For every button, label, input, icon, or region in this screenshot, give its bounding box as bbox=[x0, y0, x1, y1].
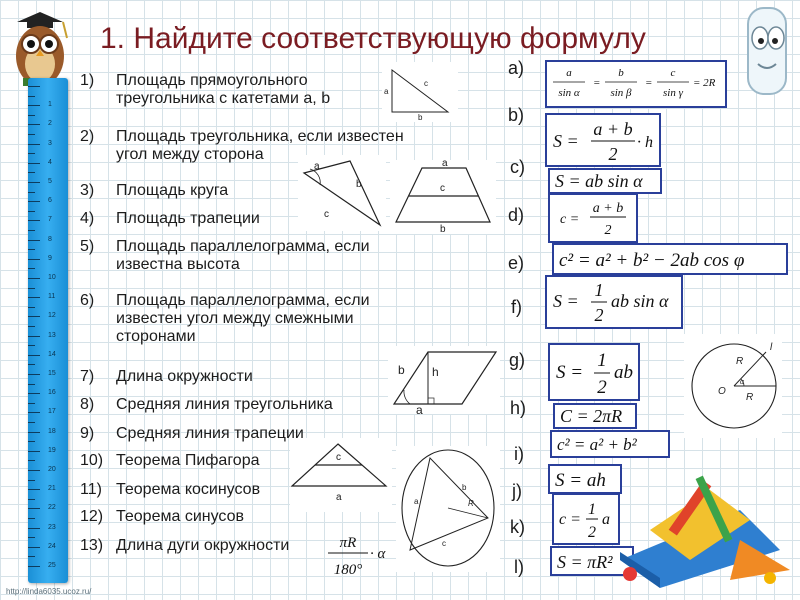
ruler-tick bbox=[28, 566, 40, 567]
task-number: 9) bbox=[80, 425, 95, 442]
svg-text:πR: πR bbox=[339, 535, 357, 551]
svg-text:2: 2 bbox=[604, 223, 612, 238]
task-item bbox=[80, 396, 333, 414]
ruler-tick bbox=[28, 153, 35, 154]
option-label: f) bbox=[511, 297, 522, 317]
task-number: 1) bbox=[80, 72, 95, 89]
task-item bbox=[80, 452, 260, 470]
task-item bbox=[80, 368, 253, 386]
svg-text:S =: S = bbox=[553, 131, 579, 151]
ruler-number: 25 bbox=[48, 562, 56, 569]
option-label: g) bbox=[509, 350, 526, 370]
ruler-number: 14 bbox=[48, 350, 56, 358]
ruler-number: 17 bbox=[48, 408, 56, 416]
svg-text:sin γ: sin γ bbox=[663, 87, 683, 99]
ruler-tick bbox=[28, 537, 35, 538]
svg-text:= 2R: = 2R bbox=[693, 77, 716, 89]
ruler-tick bbox=[28, 403, 35, 404]
task-number: 10) bbox=[80, 452, 104, 469]
ruler-tick bbox=[28, 412, 40, 413]
midline-triangle-figure bbox=[290, 438, 392, 512]
svg-text:ab: ab bbox=[614, 362, 633, 383]
svg-text:a: a bbox=[442, 160, 448, 169]
svg-text:c =: c = bbox=[560, 212, 580, 227]
ruler-number: 4 bbox=[48, 158, 52, 166]
svg-text:S =: S = bbox=[553, 291, 579, 311]
svg-text:c: c bbox=[442, 539, 446, 548]
task-text: Теорема Пифагора bbox=[116, 452, 260, 469]
svg-text:c: c bbox=[440, 183, 445, 194]
formula-d[interactable] bbox=[548, 193, 638, 243]
ruler-tick bbox=[28, 249, 35, 250]
task-number: 4) bbox=[80, 210, 95, 227]
ruler-number: 1 bbox=[48, 101, 52, 109]
svg-text:1: 1 bbox=[594, 280, 604, 300]
ruler-tick bbox=[28, 268, 35, 269]
ruler-tick bbox=[28, 374, 40, 375]
ruler-tick bbox=[28, 297, 40, 298]
svg-text:l: l bbox=[770, 342, 773, 353]
svg-text:R: R bbox=[736, 356, 744, 367]
ruler-number: 19 bbox=[48, 446, 56, 454]
ruler-tick bbox=[28, 441, 35, 442]
task-number: 13) bbox=[80, 537, 104, 554]
ruler-tick bbox=[28, 508, 40, 509]
svg-text:S = πR²: S = πR² bbox=[557, 552, 613, 572]
ruler-number: 11 bbox=[48, 293, 56, 301]
svg-text:O: O bbox=[718, 386, 726, 397]
svg-text:sin β: sin β bbox=[610, 87, 632, 99]
ruler-tick bbox=[28, 220, 40, 221]
option-label: d) bbox=[508, 205, 525, 225]
ruler-number: 8 bbox=[48, 235, 52, 243]
svg-text:sin α: sin α bbox=[558, 87, 580, 99]
ruler-tick bbox=[28, 134, 35, 135]
task-item bbox=[80, 537, 289, 555]
ruler-tick bbox=[28, 105, 40, 106]
svg-text:h: h bbox=[432, 365, 439, 379]
ruler-tick bbox=[28, 278, 40, 279]
ruler-tick bbox=[28, 336, 40, 337]
svg-text:a: a bbox=[414, 497, 419, 506]
svg-text:c: c bbox=[670, 67, 676, 79]
ruler bbox=[28, 78, 68, 583]
ruler-tick bbox=[28, 192, 35, 193]
task-text: угол между сторона bbox=[116, 146, 264, 163]
inscribed-triangle-figure bbox=[396, 446, 500, 572]
ruler-tick bbox=[28, 124, 40, 125]
svg-text:C = 2πR: C = 2πR bbox=[560, 406, 623, 426]
ruler-tick bbox=[28, 547, 40, 548]
ruler-number: 3 bbox=[48, 139, 52, 147]
ruler-tick bbox=[28, 499, 35, 500]
svg-text:a: a bbox=[384, 87, 389, 96]
svg-text:R: R bbox=[746, 392, 754, 403]
formula-f[interactable] bbox=[545, 275, 683, 329]
svg-text:b: b bbox=[440, 224, 446, 234]
task-text: Площадь круга bbox=[116, 182, 229, 199]
ruler-number: 6 bbox=[48, 197, 52, 205]
svg-text:a: a bbox=[336, 492, 342, 503]
option-label: j) bbox=[512, 481, 522, 501]
svg-text:c =: c = bbox=[559, 511, 581, 528]
ruler-tick bbox=[28, 259, 40, 260]
svg-text:b: b bbox=[398, 363, 405, 377]
task-text: известна высота bbox=[116, 256, 240, 273]
svg-text:a: a bbox=[602, 511, 610, 528]
svg-text:b: b bbox=[356, 179, 362, 190]
ruler-tick bbox=[28, 422, 35, 423]
ruler-tick bbox=[28, 518, 35, 519]
formula-h[interactable] bbox=[553, 403, 637, 429]
task-item bbox=[80, 292, 370, 346]
ruler-number: 12 bbox=[48, 312, 56, 320]
ruler-number: 13 bbox=[48, 331, 56, 339]
ruler-number: 20 bbox=[48, 466, 56, 473]
task-item bbox=[80, 238, 370, 274]
task-number: 7) bbox=[80, 368, 95, 385]
ruler-tick bbox=[28, 115, 35, 116]
task-number: 3) bbox=[80, 182, 95, 199]
ruler-tick bbox=[28, 364, 35, 365]
ruler-tick bbox=[28, 230, 35, 231]
mascot-icon bbox=[738, 4, 796, 100]
task-item bbox=[80, 210, 260, 228]
ruler-tick bbox=[28, 432, 40, 433]
formula-a[interactable] bbox=[545, 60, 727, 108]
formula-e[interactable] bbox=[552, 243, 788, 275]
svg-text:c² = a² + b²: c² = a² + b² bbox=[557, 435, 637, 454]
svg-text:=: = bbox=[593, 77, 601, 89]
ruler-tick bbox=[28, 211, 35, 212]
svg-text:2: 2 bbox=[594, 305, 604, 325]
svg-text:c: c bbox=[424, 79, 428, 88]
task-text: Средняя линия треугольника bbox=[116, 396, 333, 413]
ruler-number: 2 bbox=[48, 120, 52, 128]
ruler-number: 18 bbox=[48, 427, 56, 435]
option-label: b) bbox=[508, 105, 525, 125]
ruler-tick bbox=[28, 528, 40, 529]
ruler-number: 7 bbox=[48, 216, 52, 224]
task-text: Средняя линия трапеции bbox=[116, 425, 304, 442]
ruler-tick bbox=[28, 86, 40, 87]
svg-text:ab sin α: ab sin α bbox=[611, 291, 669, 311]
ruler-number: 24 bbox=[48, 542, 56, 550]
svg-text:1: 1 bbox=[588, 501, 596, 518]
task-text: Длина дуги окружности bbox=[116, 537, 290, 554]
formula-g[interactable] bbox=[548, 343, 640, 401]
svg-text:S = ab sin α: S = ab sin α bbox=[555, 171, 643, 191]
svg-text:1: 1 bbox=[597, 350, 607, 371]
circle-sector-figure bbox=[684, 334, 782, 438]
ruler-number: 23 bbox=[48, 523, 56, 531]
svg-text:R: R bbox=[468, 499, 474, 508]
svg-text:180°: 180° bbox=[333, 562, 363, 578]
formula-i[interactable] bbox=[550, 430, 670, 458]
task-item bbox=[80, 425, 304, 443]
svg-text:a: a bbox=[314, 161, 320, 172]
ruler-number: 15 bbox=[48, 370, 56, 377]
task-item bbox=[80, 182, 228, 200]
ruler-tick bbox=[28, 326, 35, 327]
svg-text:S = ah: S = ah bbox=[555, 470, 606, 491]
svg-text:· h: · h bbox=[637, 134, 653, 151]
task-item bbox=[80, 508, 244, 526]
task-text: Теорема косинусов bbox=[116, 481, 261, 498]
ruler-tick bbox=[28, 96, 35, 97]
svg-text:2: 2 bbox=[608, 144, 618, 164]
task-number: 12) bbox=[80, 508, 104, 525]
ruler-tick bbox=[28, 144, 40, 145]
school-supplies-icon bbox=[590, 470, 795, 590]
triangle-figure bbox=[298, 155, 386, 231]
task-text: треугольника с катетами a, b bbox=[116, 90, 331, 107]
formula-b[interactable] bbox=[545, 113, 661, 167]
ruler-tick bbox=[28, 460, 35, 461]
task-item bbox=[80, 72, 330, 108]
task-text: Площадь треугольника, если известен bbox=[116, 128, 404, 145]
ruler-number: 10 bbox=[48, 274, 56, 281]
ruler-tick bbox=[28, 288, 35, 289]
ruler-tick bbox=[28, 240, 40, 241]
task-text: известен угол между смежными bbox=[116, 310, 354, 327]
task-text: Площадь параллелограмма, если bbox=[116, 292, 370, 309]
ruler-number: 22 bbox=[48, 504, 56, 512]
svg-text:a: a bbox=[566, 67, 572, 79]
svg-text:c: c bbox=[324, 209, 329, 220]
svg-text:b: b bbox=[462, 483, 467, 492]
ruler-tick bbox=[28, 345, 35, 346]
source-url: http://linda6035.ucoz.ru/ bbox=[6, 587, 92, 596]
task-number: 11) bbox=[80, 481, 102, 498]
option-label: c) bbox=[510, 157, 525, 177]
svg-text:b: b bbox=[618, 67, 624, 79]
page-title: 1. Найдите соответствующую формулу bbox=[100, 22, 646, 55]
option-label: e) bbox=[508, 253, 525, 273]
svg-text:· α: · α bbox=[370, 546, 386, 562]
task-text: Площадь трапеции bbox=[116, 210, 260, 227]
ruler-tick bbox=[28, 182, 40, 183]
ruler-tick bbox=[28, 393, 40, 394]
svg-text:a + b: a + b bbox=[593, 119, 633, 139]
option-label: i) bbox=[514, 444, 524, 464]
task-number: 8) bbox=[80, 396, 95, 413]
right-triangle-figure bbox=[382, 62, 458, 122]
ruler-tick bbox=[28, 201, 40, 202]
ruler-tick bbox=[28, 470, 40, 471]
parallelogram-figure bbox=[388, 346, 500, 414]
task-number: 2) bbox=[80, 128, 95, 145]
formula-c[interactable] bbox=[548, 168, 662, 194]
task-text: Теорема синусов bbox=[116, 508, 244, 525]
svg-text:2: 2 bbox=[588, 524, 596, 541]
svg-text:2: 2 bbox=[597, 377, 607, 398]
ruler-tick bbox=[28, 480, 35, 481]
option-label: k) bbox=[510, 517, 525, 537]
ruler-tick bbox=[28, 316, 40, 317]
svg-text:c: c bbox=[336, 452, 341, 463]
option-label: l) bbox=[514, 557, 524, 577]
svg-text:S =: S = bbox=[556, 362, 584, 383]
svg-text:c² = a² + b² − 2ab cos φ: c² = a² + b² − 2ab cos φ bbox=[559, 250, 745, 271]
ruler-tick bbox=[28, 355, 40, 356]
trapezoid-figure bbox=[390, 160, 496, 234]
task-text: сторонами bbox=[116, 328, 196, 345]
svg-text:=: = bbox=[645, 77, 653, 89]
task-text: Длина окружности bbox=[116, 368, 253, 385]
ruler-number: 21 bbox=[48, 485, 56, 493]
svg-text:a: a bbox=[416, 403, 423, 414]
ruler-number: 5 bbox=[48, 178, 52, 185]
task-text: Площадь параллелограмма, если bbox=[116, 238, 370, 255]
ruler-tick bbox=[28, 163, 40, 164]
svg-text:b: b bbox=[418, 113, 423, 122]
svg-text:α: α bbox=[740, 379, 744, 386]
ruler-tick bbox=[28, 451, 40, 452]
task-number: 6) bbox=[80, 292, 95, 309]
formula-arc-length[interactable] bbox=[322, 532, 388, 586]
task-text: Площадь прямоугольного bbox=[116, 72, 308, 89]
ruler-tick bbox=[28, 172, 35, 173]
ruler-tick bbox=[28, 384, 35, 385]
svg-text:a + b: a + b bbox=[592, 201, 624, 216]
ruler-tick bbox=[28, 556, 35, 557]
ruler-tick bbox=[28, 489, 40, 490]
option-label: a) bbox=[508, 58, 525, 78]
ruler-tick bbox=[28, 307, 35, 308]
task-number: 5) bbox=[80, 238, 95, 255]
option-label: h) bbox=[510, 398, 527, 418]
ruler-number: 16 bbox=[48, 389, 56, 397]
task-item bbox=[80, 481, 260, 499]
ruler-number: 9 bbox=[48, 254, 52, 262]
